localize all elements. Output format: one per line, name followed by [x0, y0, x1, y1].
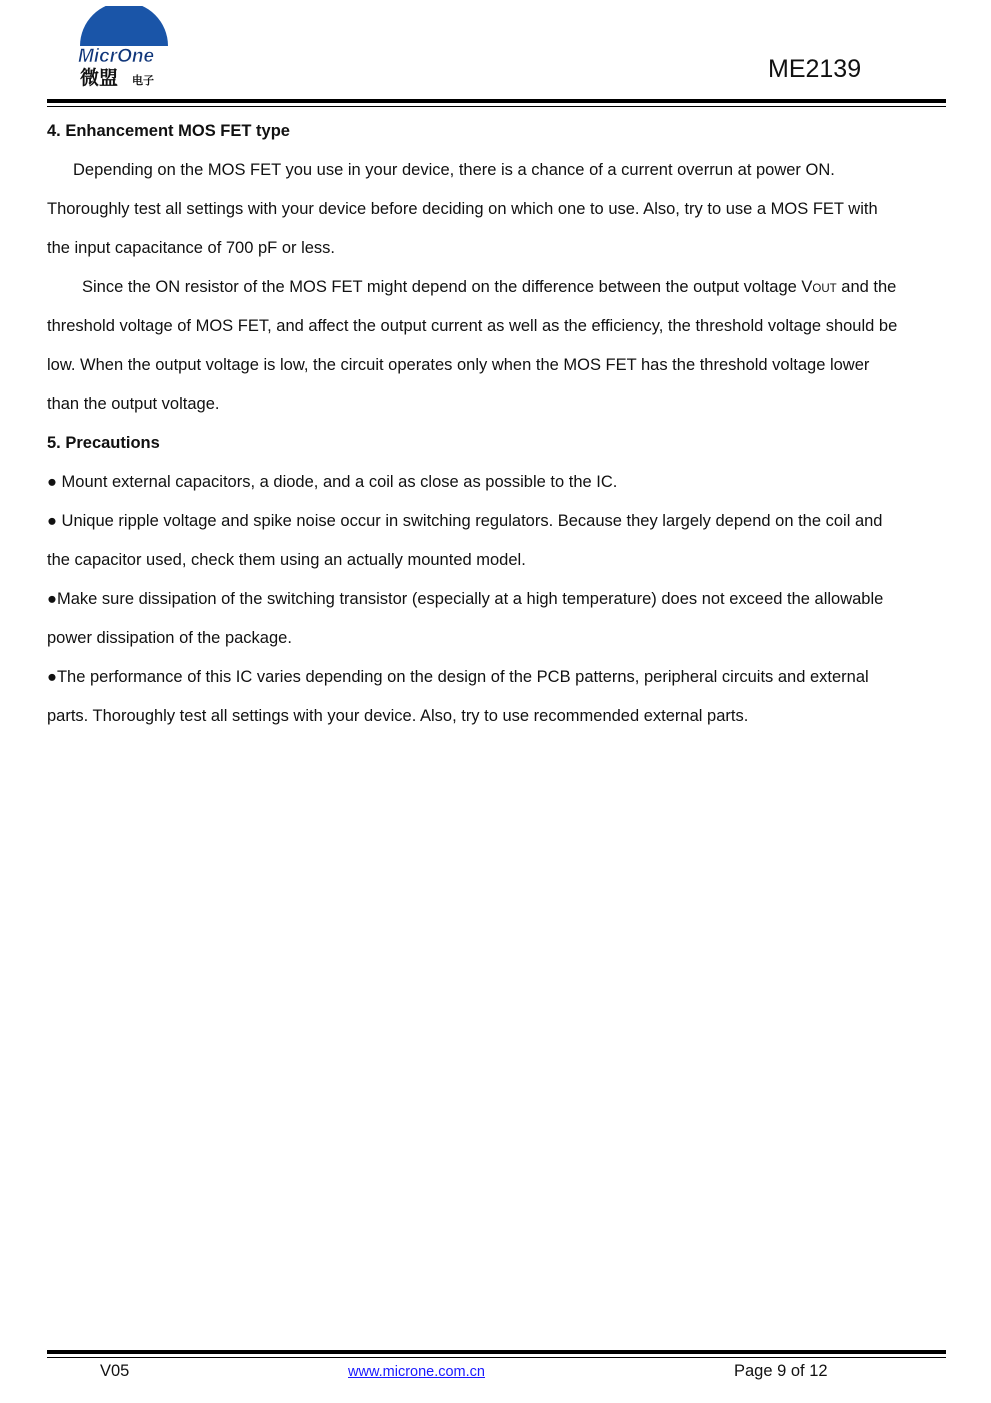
footer-rule-thick — [47, 1350, 946, 1354]
bullet-4-line1: ●The performance of this IC varies depending on the design of the PCB patterns, peripheral circuits and external — [47, 668, 869, 686]
bullet-3-line1: ●Make sure dissipation of the switching transistor (especially at a high temperature) does not exceed the allowable — [47, 590, 884, 608]
vout-subscript: OUT — [812, 283, 837, 295]
section4-p2-line2: threshold voltage of MOS FET, and affect the output current as well as the efficiency, the threshold voltage should be — [47, 317, 898, 335]
bullet-4-line2: parts. Thoroughly test all settings with your device. Also, try to use recommended external parts. — [47, 707, 749, 725]
footer-version: V05 — [100, 1362, 130, 1380]
footer-website-link[interactable]: www.microne.com.cn — [348, 1364, 485, 1380]
header-rule-thin — [47, 106, 946, 107]
document-body — [47, 117, 952, 741]
bullet-2-line1: ● Unique ripple voltage and spike noise occur in switching regulators. Because they largely depend on the coil and — [47, 512, 883, 530]
section4-p2-line4: than the output voltage. — [47, 395, 220, 413]
logo-chinese-main: 微盟 — [80, 67, 119, 88]
vout-main: V — [801, 278, 813, 296]
section4-p1-line2: Thoroughly test all settings with your device before deciding on which one to use. Also, try to use a MOS FET with — [47, 200, 878, 218]
section4-p2-line1 — [47, 273, 952, 312]
section4-p2-line1-post: and the — [836, 278, 897, 296]
section4-p1-line1: Depending on the MOS FET you use in your device, there is a chance of a current overrun at power ON. — [73, 161, 835, 179]
part-number: ME2139 — [768, 55, 862, 83]
header-rule-thick — [47, 99, 946, 103]
bullet-1: ● Mount external capacitors, a diode, and a coil as close as possible to the IC. — [47, 473, 618, 491]
logo-globe — [80, 6, 168, 46]
microne-logo — [74, 6, 174, 88]
footer-page-number: Page 9 of 12 — [734, 1362, 828, 1380]
section4-p2-line1-pre: Since the ON resistor of the MOS FET might depend on the difference between the output voltage — [82, 278, 802, 296]
section5-heading: 5. Precautions — [47, 434, 160, 452]
logo-chinese-sub: 电子 — [132, 74, 154, 87]
section4-heading: 4. Enhancement MOS FET type — [47, 122, 290, 140]
bullet-2-line2: the capacitor used, check them using an actually mounted model. — [47, 551, 526, 569]
bullet-3-line2: power dissipation of the package. — [47, 629, 292, 647]
logo-latin-text: MicrOne — [78, 46, 155, 67]
footer-rule-thin — [47, 1357, 946, 1358]
section4-p1-line3: the input capacitance of 700 pF or less. — [47, 239, 336, 257]
vout-symbol — [801, 278, 836, 296]
section4-p2-line3: low. When the output voltage is low, the circuit operates only when the MOS FET has the threshold voltage lower — [47, 356, 870, 374]
